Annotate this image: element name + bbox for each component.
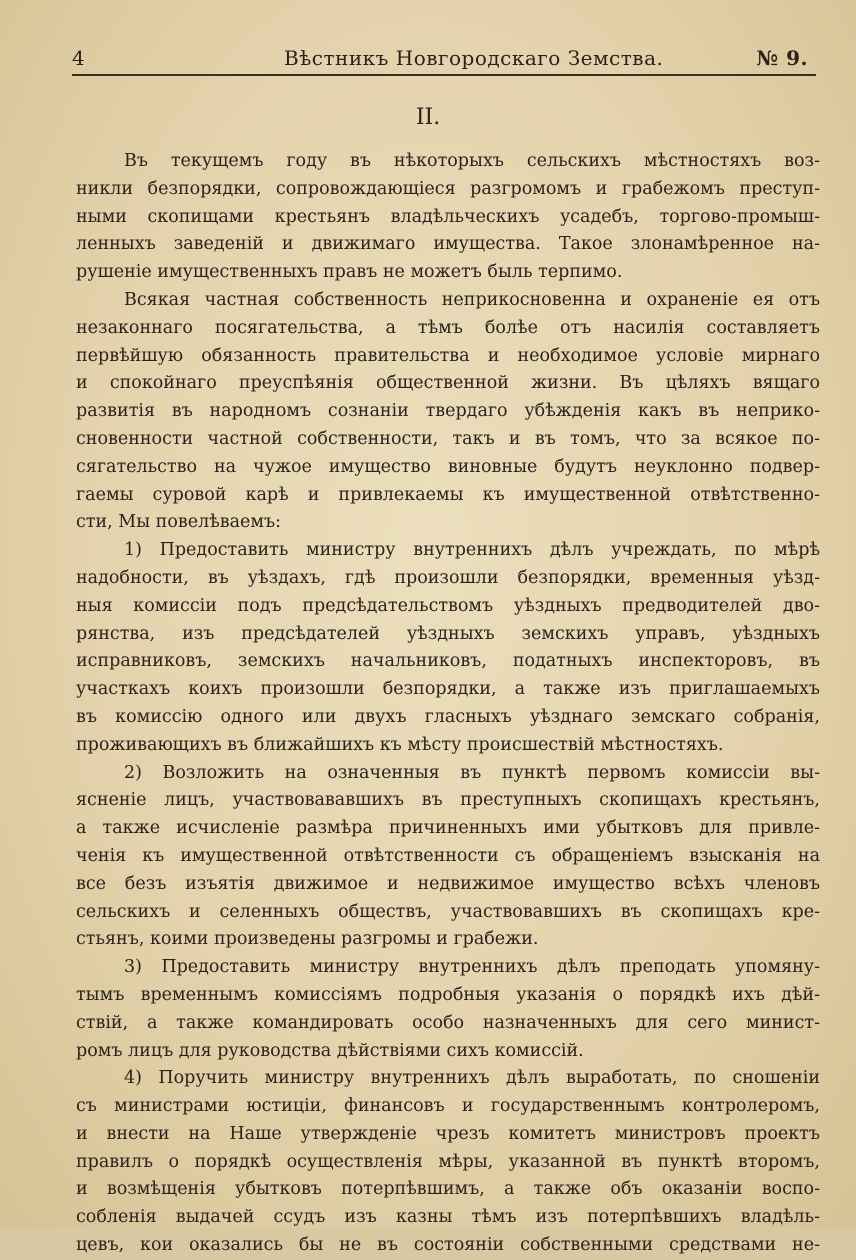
- text-line: ными скопищами крестьянъ владѣльческихъ усадебъ, торгово-промыш-: [76, 206, 820, 227]
- text-line: правилъ о порядкѣ осуществленія мѣры, указанной въ пунктѣ второмъ,: [76, 1151, 820, 1172]
- text-line: все безъ изъятія движимое и недвижимое имущество всѣхъ членовъ: [76, 873, 820, 894]
- running-header: [72, 44, 816, 76]
- text-line: въ комиссію одного или двухъ гласныхъ уѣзднаго земскаго собранія,: [76, 706, 820, 727]
- text-line: стьянъ, коими произведены разгромы и грабежи.: [76, 929, 539, 950]
- text-line: 3) Предоставить министру внутреннихъ дѣлъ преподать упомяну-: [124, 957, 820, 978]
- text-line: участкахъ коихъ произошли безпорядки, а также изъ приглашаемыхъ: [76, 679, 820, 700]
- text-line: ствій, а также командировать особо назначенныхъ для сего минист-: [76, 1012, 820, 1033]
- text-line: никли безпорядки, сопровождающіеся разгромомъ и грабежомъ преступ-: [76, 178, 820, 199]
- text-line: надобности, въ уѣздахъ, гдѣ произошли безпорядки, временныя уѣзд-: [76, 567, 820, 588]
- text-line: ныя комиссіи подъ предсѣдательствомъ уѣздныхъ предводителей дво-: [76, 595, 820, 616]
- text-line: цевъ, кои оказались бы не въ состояніи собственными средствами не-: [76, 1235, 820, 1256]
- body-text: [76, 148, 820, 1260]
- text-line: сягательство на чужое имущество виновные будутъ неуклонно подвер-: [76, 456, 820, 477]
- text-line: гаемы суровой карѣ и привлекаемы къ имущественной отвѣтственно-: [76, 484, 820, 505]
- text-line: а также исчисленіе размѣра причиненныхъ ими убытковъ для привле-: [76, 818, 820, 839]
- text-line: ромъ лицъ для руководства дѣйствіями сихъ комиссій.: [76, 1040, 584, 1061]
- text-line: исправниковъ, земскихъ начальниковъ, податныхъ инспекторовъ, въ: [76, 651, 820, 672]
- text-line: и внести на Наше утвержденіе чрезъ комитетъ министровъ проектъ: [76, 1123, 820, 1144]
- issue-number: № 9.: [756, 46, 808, 70]
- text-line: сти, Мы повелѣваемъ:: [76, 512, 282, 533]
- text-line: рянства, изъ предсѣдателей уѣздныхъ земскихъ управъ, уѣздныхъ: [76, 623, 820, 644]
- text-line: тымъ временнымъ комиссіямъ подробныя указанія о порядкѣ ихъ дѣй-: [76, 984, 820, 1005]
- text-line: ленныхъ заведеній и движимаго имущества. Такое злонамѣренное на-: [76, 234, 820, 255]
- page-number: 4: [72, 46, 86, 70]
- text-line: ясненіе лицъ, участвовававшихъ въ преступныхъ скопищахъ крестьянъ,: [76, 790, 820, 811]
- text-line: первѣйшую обязанность правительства и необходимое условіе мирнаго: [76, 345, 820, 366]
- text-line: сновенности частной собственности, такъ и въ томъ, что за всякое по-: [76, 428, 820, 449]
- text-line: и возмѣщенія убытковъ потерпѣвшимъ, а также объ оказаніи воспо-: [76, 1179, 820, 1200]
- text-line: ченія къ имущественной отвѣтственности съ обращеніемъ взысканія на: [76, 845, 820, 866]
- text-line: рушеніе имущественныхъ правъ не можетъ быль терпимо.: [76, 262, 623, 283]
- section-title: II.: [415, 105, 441, 130]
- text-line: Въ текущемъ году въ нѣкоторыхъ сельскихъ мѣстностяхъ воз-: [124, 151, 820, 171]
- text-line: и спокойнаго преуспѣянія общественной жизни. Въ цѣляхъ вящаго: [76, 373, 820, 394]
- text-line: 2) Возложить на означенныя въ пунктѣ первомъ комиссіи вы-: [124, 762, 820, 783]
- text-line: 1) Предоставить министру внутреннихъ дѣлъ учреждать, по мѣрѣ: [124, 540, 820, 561]
- text-line: развитія въ народномъ сознаніи твердаго убѣжденія какъ въ неприко-: [76, 401, 820, 422]
- text-line: проживающихъ въ ближайшихъ къ мѣсту происшествій мѣстностяхъ.: [76, 734, 724, 755]
- text-line: сельскихъ и селенныхъ обществъ, участвовавшихъ въ скопищахъ кре-: [76, 901, 820, 922]
- text-line: съ министрами юстиціи, финансовъ и государственнымъ контролеромъ,: [76, 1096, 820, 1117]
- text-line: Всякая частная собственность неприкосновенна и охраненіе ея отъ: [124, 289, 820, 310]
- text-line: 4) Поручить министру внутреннихъ дѣлъ выработать, по сношеніи: [124, 1068, 820, 1089]
- journal-title: Вѣстникъ Новгородскаго Земства.: [284, 46, 664, 70]
- text-line: незаконнаго посягательства, а тѣмъ болѣе отъ насилія составляетъ: [76, 317, 820, 338]
- text-line: собленія выдачей ссудъ изъ казны тѣмъ изъ потерпѣвшихъ владѣль-: [76, 1207, 820, 1228]
